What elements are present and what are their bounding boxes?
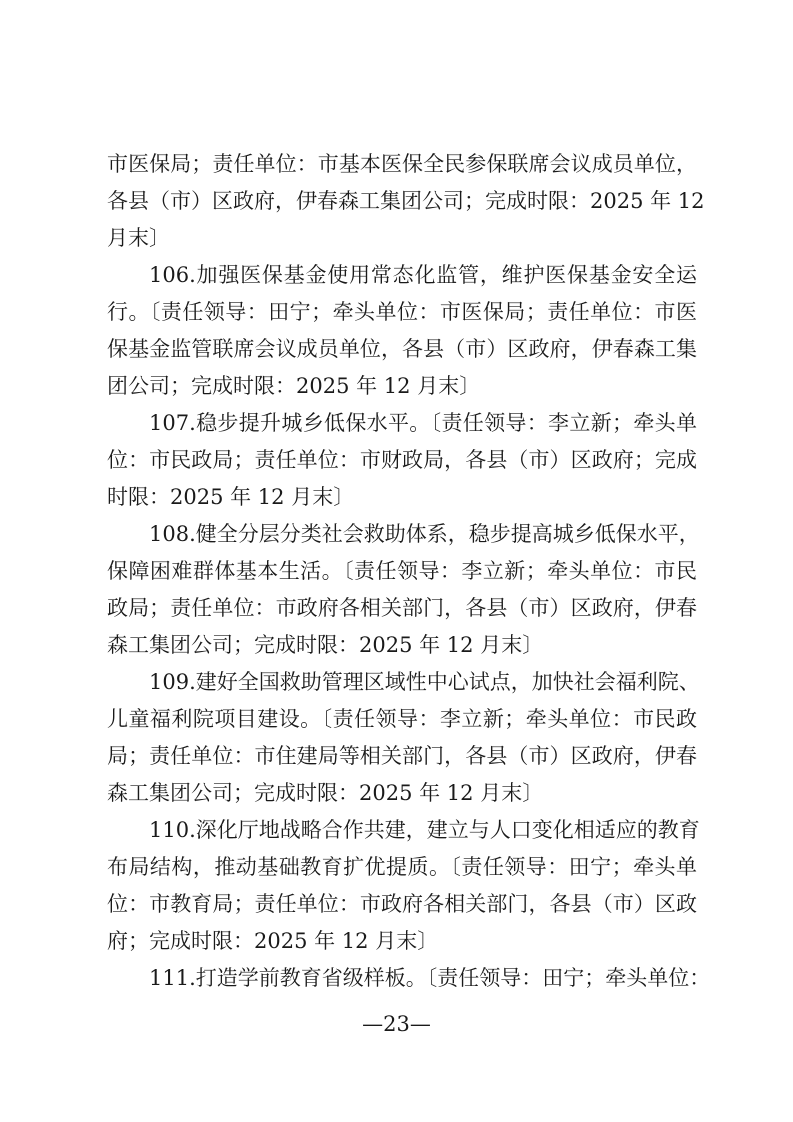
text-line: 森工集团公司；完成时限：2025 年 12 月末〕	[107, 633, 544, 657]
text-line: 时限：2025 年 12 月末〕	[107, 485, 355, 509]
page-number: —23—	[362, 1012, 431, 1036]
text-line: 府；完成时限：2025 年 12 月末〕	[107, 929, 439, 953]
text-line: 保基金监管联席会议成员单位，各县（市）区政府，伊春森工集	[107, 337, 697, 361]
text-line: 布局结构，推动基础教育扩优提质。〔责任领导：田宁；牵头单	[107, 855, 697, 879]
text-line: 保障困难群体基本生活。〔责任领导：李立新；牵头单位：市民	[107, 559, 697, 583]
text-line: 政局；责任单位：市政府各相关部门，各县（市）区政府，伊春	[107, 596, 697, 620]
text-line: 月末〕	[107, 226, 170, 250]
item-106-start: 106.加强医保基金使用常态化监管，维护医保基金安全运	[149, 263, 697, 287]
item-111-start: 111.打造学前教育省级样板。〔责任领导：田宁；牵头单位：	[149, 966, 711, 990]
item-110-start: 110.深化厅地战略合作共建，建立与人口变化相适应的教育	[149, 818, 700, 842]
item-107-start: 107.稳步提升城乡低保水平。〔责任领导：李立新；牵头单	[149, 411, 697, 435]
text-line: 行。〔责任领导：田宁；牵头单位：市医保局；责任单位：市医	[107, 300, 697, 324]
text-line: 市医保局；责任单位：市基本医保全民参保联席会议成员单位，	[107, 152, 697, 176]
text-line: 局；责任单位：市住建局等相关部门，各县（市）区政府，伊春	[107, 744, 697, 768]
item-108-start: 108.健全分层分类社会救助体系，稳步提高城乡低保水平，	[149, 522, 700, 546]
text-line: 团公司；完成时限：2025 年 12 月末〕	[107, 374, 481, 398]
text-line: 位：市民政局；责任单位：市财政局，各县（市）区政府；完成	[107, 448, 697, 472]
text-line: 位：市教育局；责任单位：市政府各相关部门，各县（市）区政	[107, 892, 697, 916]
text-line: 森工集团公司；完成时限：2025 年 12 月末〕	[107, 781, 544, 805]
text-line: 儿童福利院项目建设。〔责任领导：李立新；牵头单位：市民政	[107, 707, 697, 731]
item-109-start: 109.建好全国救助管理区域性中心试点，加快社会福利院、	[149, 670, 700, 694]
text-line: 各县（市）区政府，伊春森工集团公司；完成时限：2025 年 12	[107, 189, 705, 213]
